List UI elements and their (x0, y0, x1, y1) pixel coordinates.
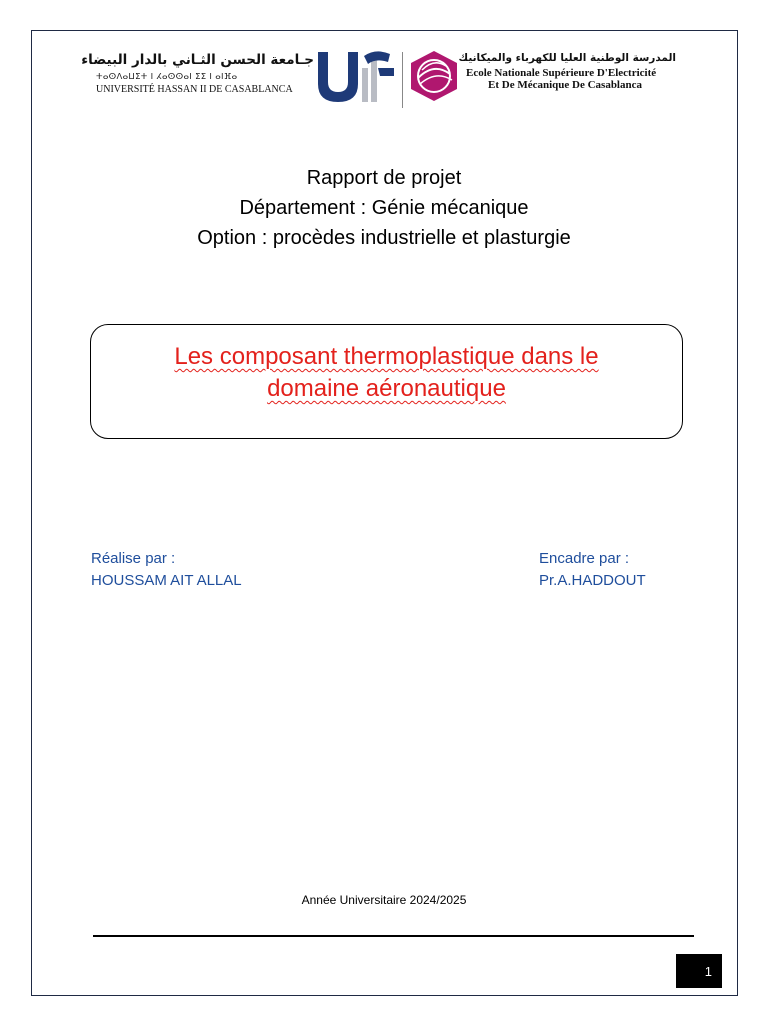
header-divider (402, 52, 403, 108)
author-block (91, 548, 242, 592)
school-name-arabic: المدرسة الوطنية العليا للكهرباء والميكانيك (458, 52, 676, 64)
header (0, 44, 768, 114)
university-name-block (81, 52, 314, 95)
author-name: HOUSSAM AIT ALLAL (91, 572, 242, 589)
supervisor-name: Pr.A.HADDOUT (539, 572, 646, 589)
option: Option : procèdes industrielle et plasturgie (197, 227, 571, 249)
supervisor-block (539, 548, 646, 592)
department: Département : Génie mécanique (239, 197, 529, 219)
supervised-by-label: Encadre par : (539, 550, 630, 567)
school-logo (406, 48, 462, 104)
university-name-latin: UNIVERSITÉ HASSAN II DE CASABLANCA (96, 84, 293, 95)
university-logo (314, 48, 398, 106)
academic-year: Année Universitaire 2024/2025 (301, 893, 467, 907)
school-name-french-line2: Et De Mécanique De Casablanca (488, 79, 642, 91)
university-name-tifinagh: ⵜⴰⵙⴷⴰⵡⵉⵜ ⵏ ⵃⴰⵙⵙⴰⵏ ⵉⵉ ⵏ ⴰⵏⴼⴰ (96, 72, 238, 82)
page-number: 1 (676, 954, 722, 988)
report-titles (0, 163, 768, 253)
footer-rule (93, 935, 694, 937)
realised-by-label: Réalise par : (91, 550, 176, 567)
school-name-block (458, 52, 676, 91)
report-type: Rapport de projet (306, 167, 462, 189)
university-name-arabic: جـامعة الحسن الثـاني بالدار البيضاء (81, 52, 314, 68)
subject-title: Les composant thermoplastique dans le domaine aéronautique (174, 343, 599, 402)
subject-box (90, 324, 683, 439)
school-name-french-line1: Ecole Nationale Supérieure D'Electricité (466, 67, 657, 79)
